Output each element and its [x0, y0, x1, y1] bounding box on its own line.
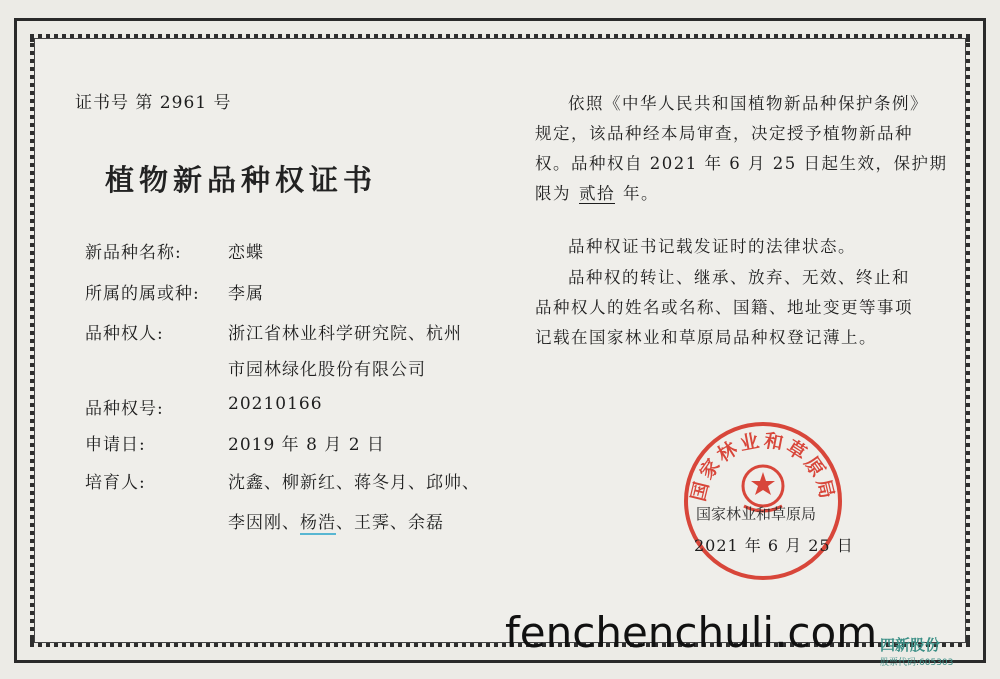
genus-label: 所属的属或种: [85, 284, 200, 304]
transfer-line-2: 品种权人的姓名或名称、国籍、地址变更等事项 [535, 298, 913, 317]
seal-signature: 国家林业和草原局 [696, 505, 817, 523]
owner-value-line2: 市园林绿化股份有限公司 [228, 360, 426, 380]
breeders-value-line2 [228, 508, 444, 533]
transfer-line-1: 品种权的转让、继承、放弃、无效、终止和 [568, 268, 910, 287]
regulation-line-4 [535, 180, 659, 204]
protection-term: 贰拾 [579, 184, 615, 203]
logo-text: 四新股份 [880, 636, 941, 654]
official-seal [682, 420, 844, 582]
breeders-names-b: 、王霁、余磊 [336, 513, 444, 533]
company-logo [880, 634, 953, 668]
right-number-label: 品种权号: [85, 399, 164, 419]
legal-status-line: 品种权证书记载发证时的法律状态。 [568, 237, 856, 256]
application-date-label: 申请日: [85, 435, 146, 455]
variety-name-label: 新品种名称: [85, 243, 182, 263]
term-prefix: 限为 [535, 184, 571, 203]
variety-name-value: 恋蝶 [228, 243, 264, 263]
term-suffix: 年。 [623, 184, 659, 203]
breeders-value-line1: 沈鑫、柳新红、蒋冬月、邱帅、 [228, 473, 480, 493]
certificate-number: 证书号 第 2961 号 [75, 93, 232, 113]
breeder-highlighted-name: 杨浩 [300, 513, 336, 533]
regulation-line-1: 依照《中华人民共和国植物新品种保护条例》 [568, 94, 928, 113]
regulation-line-2: 规定，该品种经本局审查，决定授予植物新品种 [535, 124, 913, 143]
owner-label: 品种权人: [85, 324, 164, 344]
application-date-value: 2019 年 8 月 2 日 [228, 435, 385, 455]
issue-date: 2021 年 6 月 25 日 [694, 536, 854, 555]
transfer-line-3: 记载在国家林业和草原局品种权登记薄上。 [535, 328, 877, 347]
seal-ring-text: 国家林业和草原局 [687, 429, 839, 504]
right-number-value: 20210166 [228, 394, 323, 414]
watermark-text: fenchenchuli.com [505, 608, 878, 657]
logo-stock-code: 股票代码:605303 [880, 658, 954, 668]
breeders-names-a: 李因刚、 [228, 513, 300, 533]
genus-value: 李属 [228, 284, 264, 304]
regulation-line-3: 权。品种权自 2021 年 6 月 25 日起生效，保护期 [535, 154, 948, 173]
certificate-title: 植物新品种权证书 [105, 163, 378, 197]
owner-value-line1: 浙江省林业科学研究院、杭州 [228, 324, 462, 344]
breeders-label: 培育人: [85, 473, 146, 493]
